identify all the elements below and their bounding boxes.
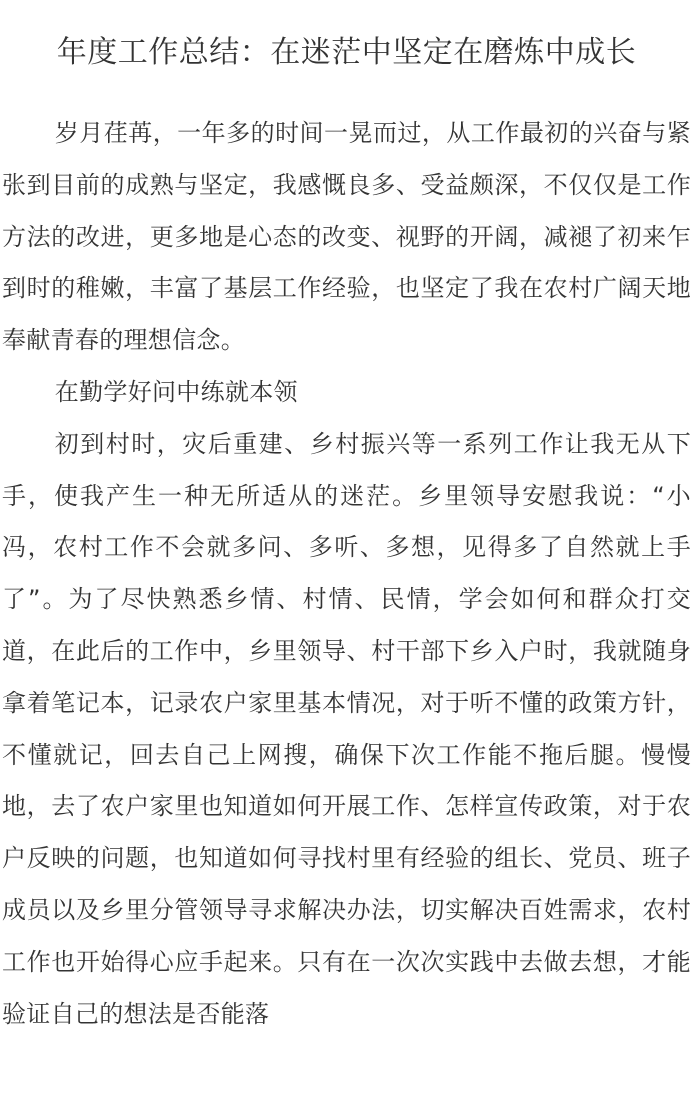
paragraph-section-body: 初到村时，灾后重建、乡村振兴等一系列工作让我无从下手，使我产生一种无所适从的迷茫。乡里领导安慰我说：“小冯，农村工作不会就多问、多听、多想，见得多了自然就上手了”。为了尽快熟悉乡情、村情、民情，学会如何和群众打交道，在此后的工作中，乡里领导、村干部下乡入户时，我就随身拿着笔记本，记录农户家里基本情况，对于听不懂的政策方针，不懂就记，回去自己上网搜，确保下次工作能不拖后腿。慢慢地，去了农户家里也知道如何开展工作、怎样宣传政策，对于农户反映的问题，也知道如何寻找村里有经验的组长、党员、班子成员以及乡里分管领导寻求解决办法，切实解决百姓需求，农村工作也开始得心应手起来。只有在一次次实践中去做去想，才能验证自己的想法是否能落 — [2, 429, 691, 1028]
section-heading: 在勤学好问中练就本领 — [54, 377, 298, 406]
article-body — [2, 108, 691, 1040]
paragraph-intro: 岁月荏苒，一年多的时间一晃而过，从工作最初的兴奋与紧张到目前的成熟与坚定，我感慨良多、受益颇深，不仅仅是工作方法的改进，更多地是心态的改变、视野的开阔，减褪了初来乍到时的稚嫩，丰富了基层工作经验，也坚定了我在农村广阔天地奉献青春的理想信念。 — [2, 119, 691, 355]
article-title: 年度工作总结：在迷茫中坚定在磨炼中成长 — [56, 35, 637, 70]
